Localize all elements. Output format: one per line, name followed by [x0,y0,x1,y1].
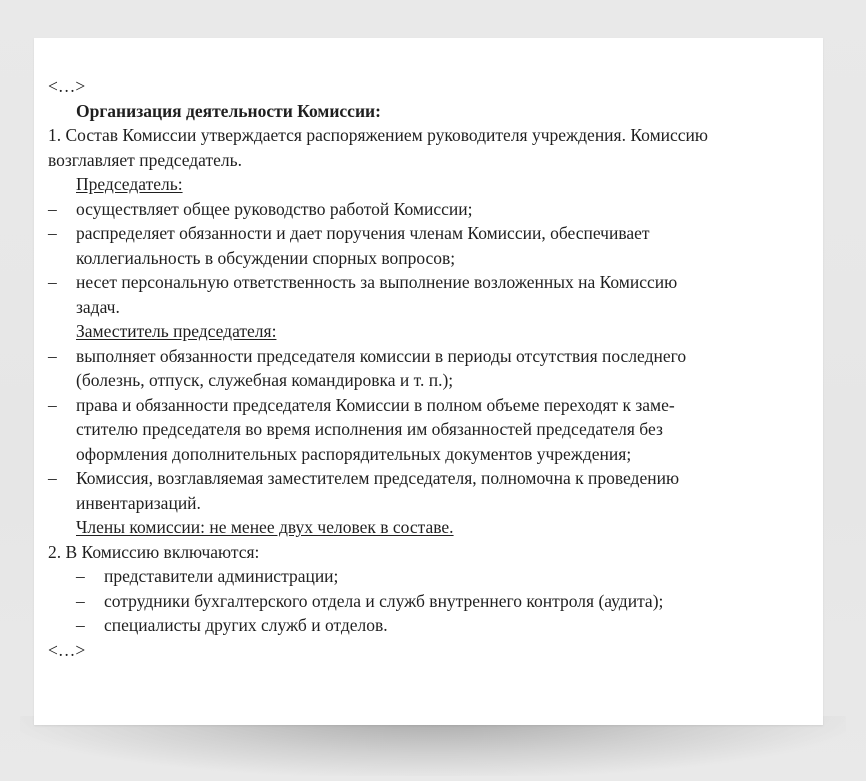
list-item-text: инвентаризаций. [76,492,201,513]
list-item-text: (болезнь, отпуск, служебная командировка и т. п.); [76,370,454,390]
section-title: Организация деятельности Комиссии: [76,100,381,121]
list-item-text: выполняет обязанности председателя комиссии в периоды отсутствия последнего [76,345,687,366]
list-item-text: стителю председателя во время исполнения им обязанностей председателя без [76,419,663,439]
clause-1-line-2: возглавляет председатель. [48,149,242,170]
list-item-text: сотрудники бухгалтерского отдела и служб внутреннего контроля (аудита); [104,590,664,611]
dash-bullet: – [48,468,57,488]
list-item-text: права и обязанности председателя Комиссии в полном объеме переходят к заме- [76,394,675,415]
list-item-text: несет персональную ответственность за выполнение возложенных на Комиссию [76,272,678,292]
dash-bullet: – [76,590,85,611]
list-item-continuation: коллегиальность в обсуждении спорных вопросов; [76,247,456,268]
list-item [48,613,800,638]
list-item [48,221,800,246]
list-item-text: осуществляет общее руководство работой Комиссии; [76,198,473,219]
dash-bullet: – [76,566,85,586]
list-item [48,564,800,589]
paper-shadow [20,716,846,776]
dash-bullet: – [48,345,57,366]
list-item-text: представители администрации; [104,566,339,586]
dash-bullet: – [48,198,57,219]
list-item-text: Комиссия, возглавляемая заместителем председателя, полномочна к проведению [76,468,680,488]
list-item [48,589,800,614]
list-item-text: специалисты других служб и отделов. [104,615,388,635]
list-item-text: распределяет обязанности и дает поручения членам Комиссии, обеспечивает [76,223,650,243]
document-sheet [34,38,823,725]
ellipsis-end: <…> [48,639,86,660]
clause-2-line: 2. В Комиссию включаются: [48,541,260,562]
ellipsis-start: <…> [48,76,86,96]
list-item-text: задач. [76,296,120,317]
chairman-heading: Председатель: [76,174,183,194]
list-item [48,393,800,467]
dash-bullet: – [48,394,57,415]
list-item [48,466,800,515]
deputy-heading: Заместитель председателя: [76,321,277,341]
document-body [48,74,800,662]
list-item [48,197,800,222]
list-item [48,344,800,393]
dash-bullet: – [48,223,57,243]
clause-1-line-1: 1. Состав Комиссии утверждается распоряжением руководителя учреждения. Комиссию [48,125,708,145]
list-item-text: оформления дополнительных распорядительных документов учреждения; [76,443,632,464]
list-item [48,270,800,319]
dash-bullet: – [48,272,57,292]
members-note: Члены комиссии: не менее двух человек в составе. [76,517,454,537]
dash-bullet: – [76,615,85,635]
